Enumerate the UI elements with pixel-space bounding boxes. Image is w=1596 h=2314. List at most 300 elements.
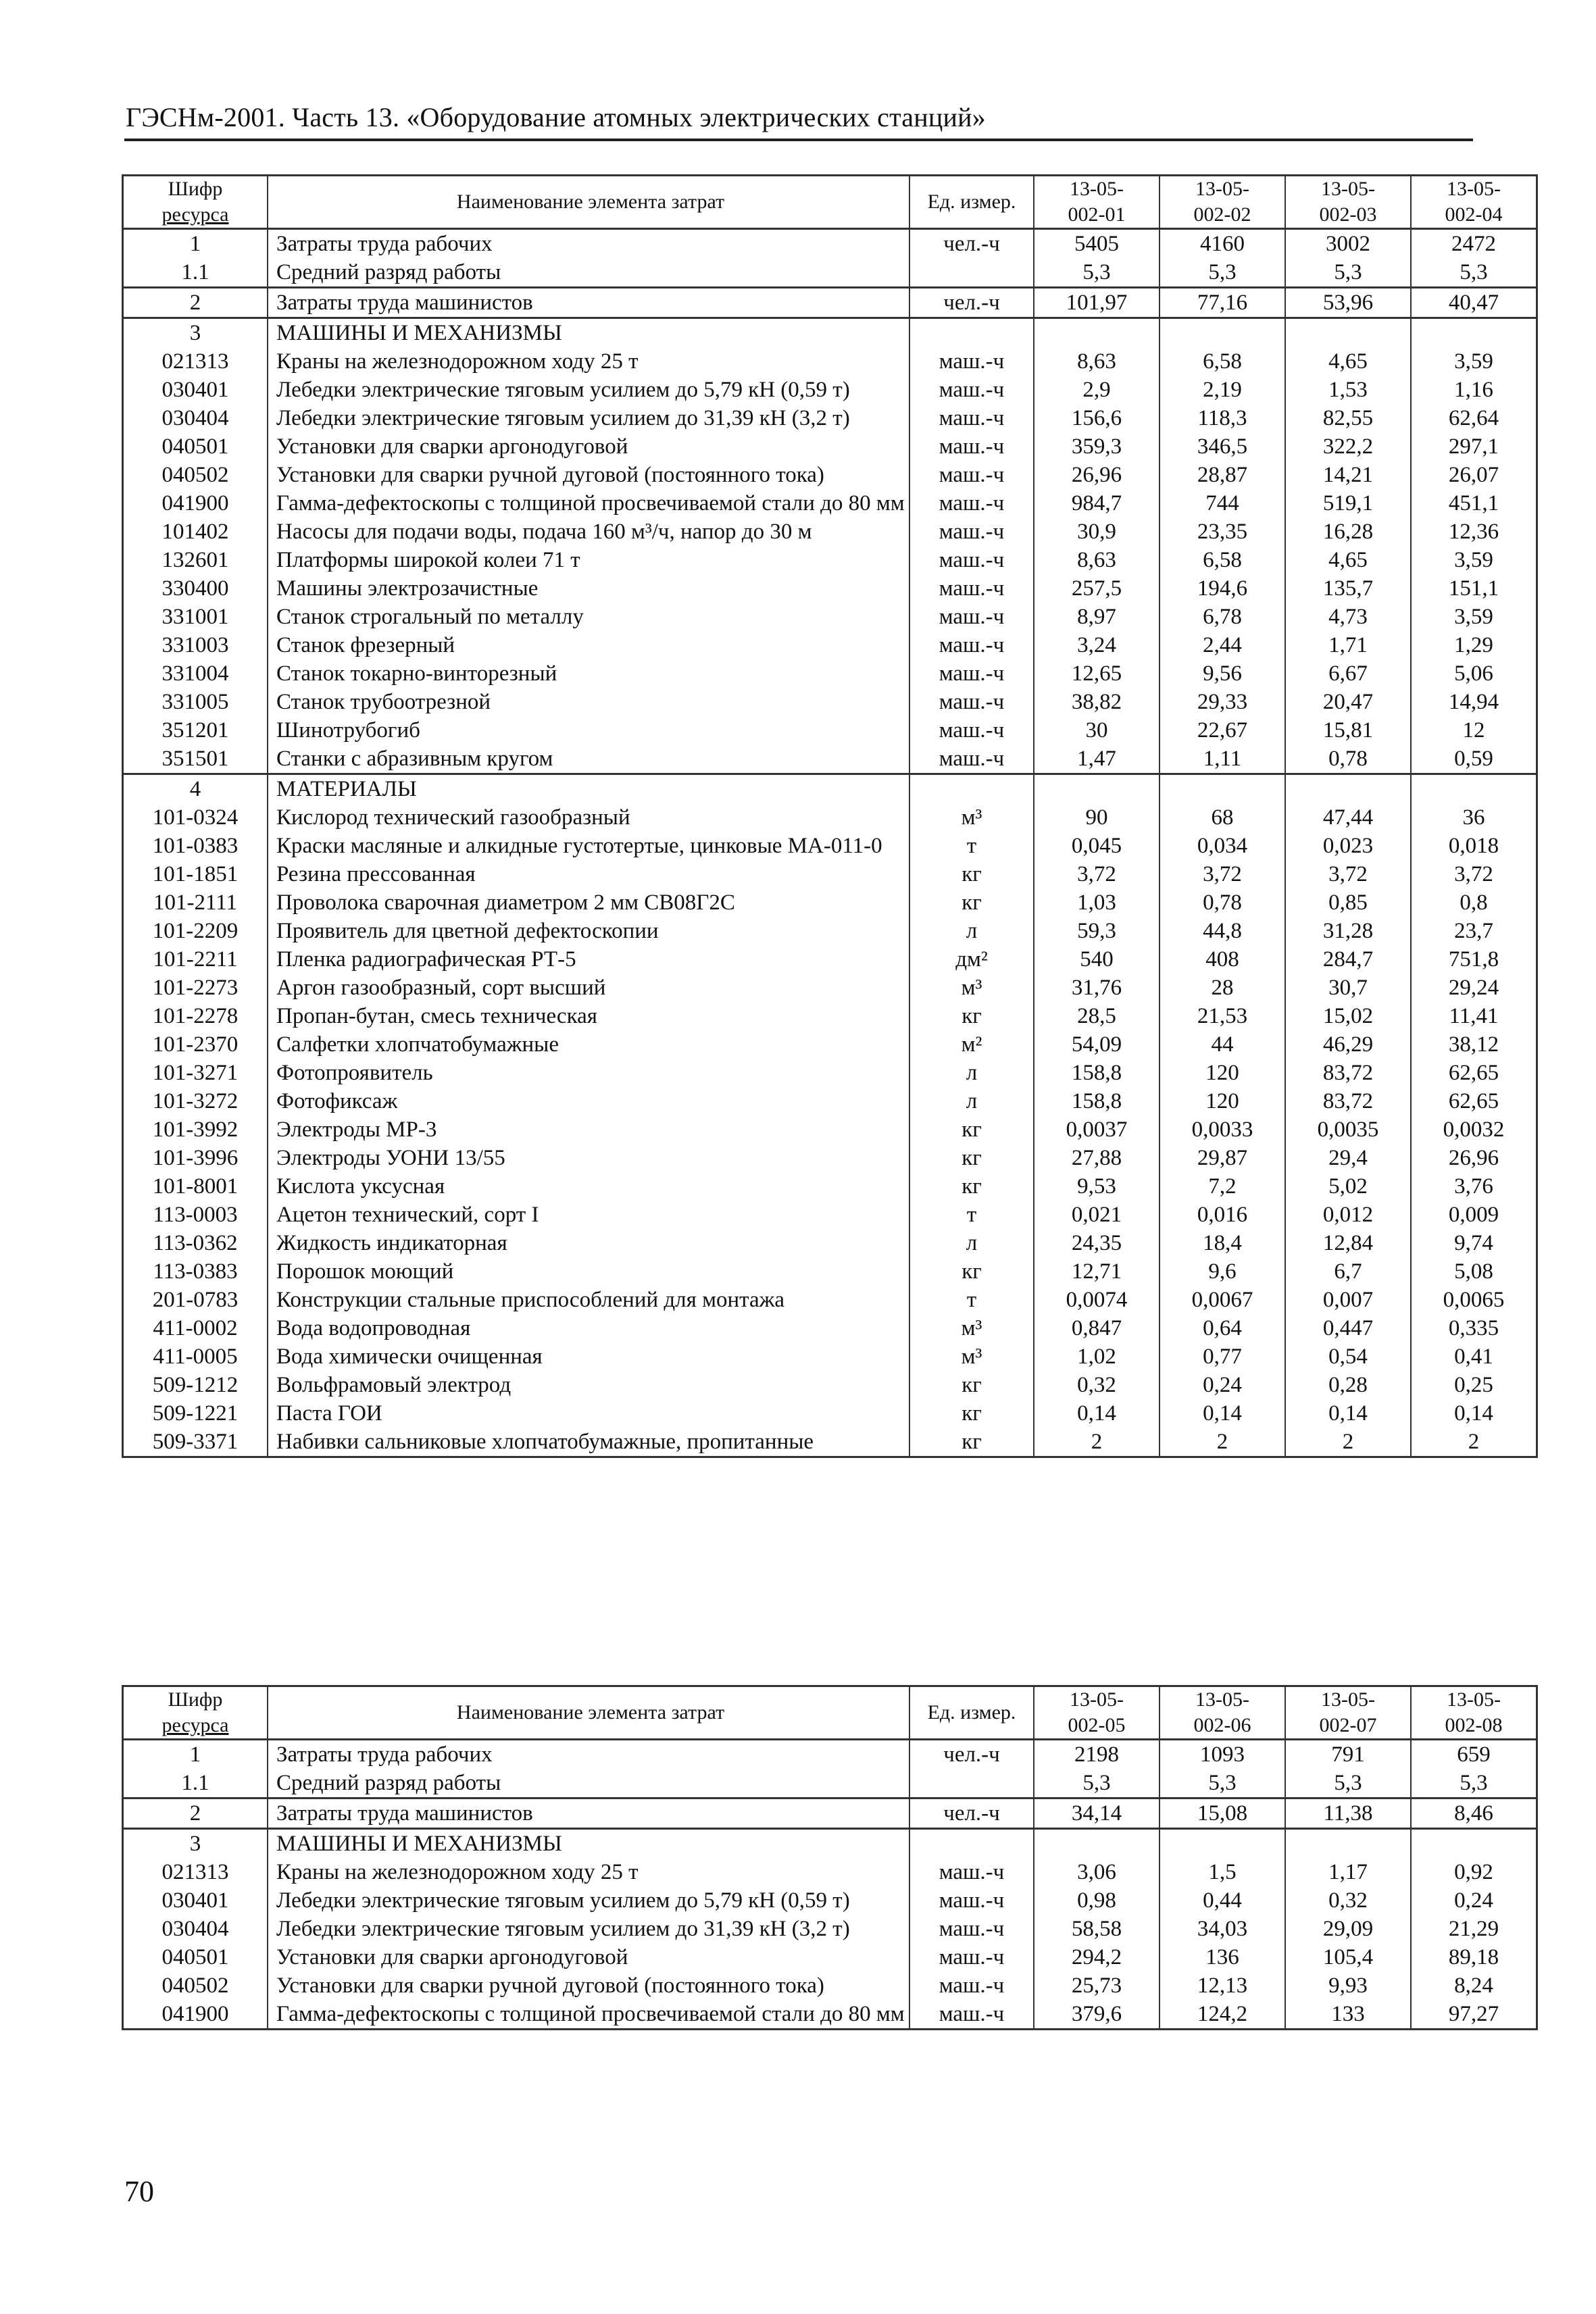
value-cell: 12,13	[1159, 1971, 1285, 2000]
cost-element-name: Установки для сварки аргонодуговой	[268, 432, 909, 461]
resource-code: 2	[123, 1799, 268, 1829]
value-cell: 5,3	[1159, 258, 1285, 288]
value-cell: 26,96	[1411, 1144, 1537, 1172]
cost-element-name: Установки для сварки аргонодуговой	[268, 1943, 909, 1971]
resource-code: 030404	[123, 1915, 268, 1943]
unit: маш.-ч	[909, 432, 1034, 461]
cost-element-name: Средний разряд работы	[268, 1769, 909, 1799]
value-cell: 0,0033	[1159, 1115, 1285, 1144]
resource-code: 1.1	[123, 258, 268, 288]
table-row	[123, 974, 1537, 1002]
value-cell	[1034, 774, 1159, 804]
header-col-line2: 002-07	[1319, 1714, 1377, 1736]
header-col-line2: 002-08	[1445, 1714, 1503, 1736]
value-cell: 11,41	[1411, 1002, 1537, 1030]
header-col-line1: 13-05-	[1195, 1688, 1249, 1711]
cost-element-name: Вода химически очищенная	[268, 1342, 909, 1371]
value-cell: 151,1	[1411, 574, 1537, 603]
value-cell: 62,64	[1411, 404, 1537, 432]
unit: маш.-ч	[909, 1858, 1034, 1886]
value-cell: 0,0035	[1285, 1115, 1411, 1144]
value-cell: 0,77	[1159, 1342, 1285, 1371]
unit: маш.-ч	[909, 376, 1034, 404]
value-cell: 9,6	[1159, 1257, 1285, 1286]
value-cell: 120	[1159, 1087, 1285, 1115]
value-cell: 3,72	[1285, 860, 1411, 888]
value-cell: 29,4	[1285, 1144, 1411, 1172]
resource-code: 101-3992	[123, 1115, 268, 1144]
value-cell: 15,08	[1159, 1799, 1285, 1829]
value-cell: 0,0067	[1159, 1286, 1285, 1314]
resource-code: 040501	[123, 1943, 268, 1971]
value-cell: 31,76	[1034, 974, 1159, 1002]
value-cell: 0,0065	[1411, 1286, 1537, 1314]
value-cell: 1,71	[1285, 631, 1411, 659]
value-cell	[1411, 318, 1537, 348]
cost-element-name: Кислород технический газообразный	[268, 803, 909, 832]
cost-element-name: Краны на железнодорожном ходу 25 т	[268, 1858, 909, 1886]
resource-code: 101-3272	[123, 1087, 268, 1115]
value-cell: 284,7	[1285, 945, 1411, 974]
unit	[909, 258, 1034, 288]
value-cell: 9,56	[1159, 659, 1285, 688]
table-row	[123, 2000, 1537, 2030]
table-row	[123, 1087, 1537, 1115]
table-row	[123, 318, 1537, 348]
cost-element-name: Фотофиксаж	[268, 1087, 909, 1115]
header-col-0	[1034, 176, 1159, 229]
value-cell: 105,4	[1285, 1943, 1411, 1971]
value-cell: 540	[1034, 945, 1159, 974]
unit	[909, 774, 1034, 804]
cost-element-name: Ацетон технический, сорт I	[268, 1201, 909, 1229]
unit: маш.-ч	[909, 688, 1034, 716]
cost-element-name: Гамма-дефектоскопы с толщиной просвечиваемой стали до 80 мм	[268, 2000, 909, 2030]
value-cell: 8,97	[1034, 603, 1159, 631]
value-cell: 294,2	[1034, 1943, 1159, 1971]
table-row	[123, 229, 1537, 259]
table-row	[123, 1144, 1537, 1172]
cost-element-name: Порошок моющий	[268, 1257, 909, 1286]
resource-code: 101-8001	[123, 1172, 268, 1201]
value-cell: 5,06	[1411, 659, 1537, 688]
value-cell: 1,11	[1159, 745, 1285, 774]
cost-element-name: Платформы широкой колеи 71 т	[268, 546, 909, 574]
resource-code: 101-2273	[123, 974, 268, 1002]
header-col-line1: 13-05-	[1321, 178, 1375, 200]
value-cell: 346,5	[1159, 432, 1285, 461]
unit: маш.-ч	[909, 603, 1034, 631]
value-cell: 3,72	[1411, 860, 1537, 888]
cost-element-name: Станок строгальный по металлу	[268, 603, 909, 631]
cost-element-name: Резина прессованная	[268, 860, 909, 888]
value-cell: 133	[1285, 2000, 1411, 2030]
value-cell: 6,58	[1159, 347, 1285, 376]
value-cell: 0,016	[1159, 1201, 1285, 1229]
value-cell: 6,67	[1285, 659, 1411, 688]
table-row	[123, 888, 1537, 917]
value-cell: 38,12	[1411, 1030, 1537, 1059]
value-cell: 1,47	[1034, 745, 1159, 774]
value-cell: 791	[1285, 1740, 1411, 1769]
unit: т	[909, 1286, 1034, 1314]
value-cell: 3,59	[1411, 603, 1537, 631]
unit: л	[909, 1059, 1034, 1087]
header-col-line1: 13-05-	[1321, 1688, 1375, 1711]
resource-code: 113-0362	[123, 1229, 268, 1257]
resource-code: 101-3271	[123, 1059, 268, 1087]
value-cell: 4,65	[1285, 347, 1411, 376]
unit: л	[909, 1087, 1034, 1115]
header-col-line1: 13-05-	[1447, 178, 1501, 200]
cost-element-name: Аргон газообразный, сорт высший	[268, 974, 909, 1002]
unit: кг	[909, 1172, 1034, 1201]
cost-element-name: Лебедки электрические тяговым усилием до 31,39 кН (3,2 т)	[268, 1915, 909, 1943]
resource-code: 041900	[123, 489, 268, 518]
value-cell: 89,18	[1411, 1943, 1537, 1971]
resource-code: 4	[123, 774, 268, 804]
header-code-line2: ресурса	[161, 1714, 229, 1736]
resource-code: 041900	[123, 2000, 268, 2030]
table-row	[123, 1886, 1537, 1915]
value-cell	[1285, 774, 1411, 804]
unit: кг	[909, 1002, 1034, 1030]
header-unit: Ед. измер.	[909, 1686, 1034, 1740]
value-cell: 18,4	[1159, 1229, 1285, 1257]
value-cell: 6,7	[1285, 1257, 1411, 1286]
unit: маш.-ч	[909, 716, 1034, 745]
table-row	[123, 347, 1537, 376]
table-row	[123, 432, 1537, 461]
cost-element-name: Краски масляные и алкидные густотертые, цинковые МА-011-0	[268, 832, 909, 860]
unit: маш.-ч	[909, 518, 1034, 546]
cost-element-name: Набивки сальниковые хлопчатобумажные, пропитанные	[268, 1428, 909, 1457]
cost-element-name: МАШИНЫ И МЕХАНИЗМЫ	[268, 1829, 909, 1859]
resource-code: 411-0005	[123, 1342, 268, 1371]
value-cell: 0,78	[1285, 745, 1411, 774]
value-cell: 5,08	[1411, 1257, 1537, 1286]
table-row	[123, 1229, 1537, 1257]
table-row	[123, 404, 1537, 432]
unit: маш.-ч	[909, 1886, 1034, 1915]
cost-element-name: Фотопроявитель	[268, 1059, 909, 1087]
value-cell: 0,847	[1034, 1314, 1159, 1342]
unit: маш.-ч	[909, 2000, 1034, 2030]
value-cell: 9,53	[1034, 1172, 1159, 1201]
cost-element-name: Вода водопроводная	[268, 1314, 909, 1342]
table-row	[123, 546, 1537, 574]
table-row	[123, 1769, 1537, 1799]
cost-element-name: Шинотрубогиб	[268, 716, 909, 745]
cost-element-name: Затраты труда машинистов	[268, 288, 909, 318]
value-cell: 5,3	[1159, 1769, 1285, 1799]
header-code-line1: Шифр	[168, 178, 223, 200]
value-cell: 3,72	[1034, 860, 1159, 888]
value-cell: 12,65	[1034, 659, 1159, 688]
value-cell: 77,16	[1159, 288, 1285, 318]
cost-element-name: МАТЕРИАЛЫ	[268, 774, 909, 804]
value-cell: 14,94	[1411, 688, 1537, 716]
value-cell: 0,64	[1159, 1314, 1285, 1342]
value-cell: 158,8	[1034, 1059, 1159, 1087]
value-cell: 659	[1411, 1740, 1537, 1769]
value-cell: 0,25	[1411, 1371, 1537, 1399]
value-cell: 5,3	[1034, 1769, 1159, 1799]
resource-code: 040502	[123, 1971, 268, 2000]
value-cell: 5,3	[1285, 1769, 1411, 1799]
value-cell: 3,59	[1411, 347, 1537, 376]
value-cell: 30	[1034, 716, 1159, 745]
table-row	[123, 688, 1537, 716]
value-cell: 0,023	[1285, 832, 1411, 860]
value-cell: 11,38	[1285, 1799, 1411, 1829]
value-cell: 0,045	[1034, 832, 1159, 860]
value-cell: 28,5	[1034, 1002, 1159, 1030]
unit: кг	[909, 1144, 1034, 1172]
value-cell: 0,447	[1285, 1314, 1411, 1342]
unit: кг	[909, 1115, 1034, 1144]
value-cell: 0,98	[1034, 1886, 1159, 1915]
header-col-3	[1411, 176, 1537, 229]
table-row	[123, 1799, 1537, 1829]
header-code	[123, 1686, 268, 1740]
header-name: Наименование элемента затрат	[268, 176, 909, 229]
table-row	[123, 659, 1537, 688]
value-cell: 0,0074	[1034, 1286, 1159, 1314]
value-cell: 0,28	[1285, 1371, 1411, 1399]
cost-element-name: Станок токарно-винторезный	[268, 659, 909, 688]
value-cell: 0,335	[1411, 1314, 1537, 1342]
value-cell: 5405	[1034, 229, 1159, 259]
table-row	[123, 832, 1537, 860]
unit: чел.-ч	[909, 229, 1034, 259]
value-cell: 30,9	[1034, 518, 1159, 546]
value-cell: 0,034	[1159, 832, 1285, 860]
resource-code: 331005	[123, 688, 268, 716]
resource-code: 201-0783	[123, 1286, 268, 1314]
resource-code: 040502	[123, 461, 268, 489]
value-cell: 30,7	[1285, 974, 1411, 1002]
value-cell: 0,85	[1285, 888, 1411, 917]
value-cell: 22,67	[1159, 716, 1285, 745]
resource-code: 1	[123, 229, 268, 259]
cost-element-name: Установки для сварки ручной дуговой (постоянного тока)	[268, 461, 909, 489]
value-cell: 1,5	[1159, 1858, 1285, 1886]
value-cell: 53,96	[1285, 288, 1411, 318]
cost-element-name: Лебедки электрические тяговым усилием до 5,79 кН (0,59 т)	[268, 376, 909, 404]
resource-code: 101-2209	[123, 917, 268, 945]
value-cell: 28,87	[1159, 461, 1285, 489]
table-row	[123, 803, 1537, 832]
unit: маш.-ч	[909, 1943, 1034, 1971]
resource-code: 101-0324	[123, 803, 268, 832]
value-cell: 1,02	[1034, 1342, 1159, 1371]
value-cell: 44	[1159, 1030, 1285, 1059]
value-cell: 23,7	[1411, 917, 1537, 945]
value-cell: 26,96	[1034, 461, 1159, 489]
cost-element-name: Средний разряд работы	[268, 258, 909, 288]
value-cell: 2472	[1411, 229, 1537, 259]
unit: маш.-ч	[909, 347, 1034, 376]
table-row	[123, 603, 1537, 631]
table-row	[123, 574, 1537, 603]
cost-element-name: Затраты труда рабочих	[268, 1740, 909, 1769]
value-cell: 3,06	[1034, 1858, 1159, 1886]
value-cell: 1,17	[1285, 1858, 1411, 1886]
resource-code: 101-2111	[123, 888, 268, 917]
value-cell: 12	[1411, 716, 1537, 745]
value-cell: 21,29	[1411, 1915, 1537, 1943]
value-cell: 14,21	[1285, 461, 1411, 489]
cost-element-name: Салфетки хлопчатобумажные	[268, 1030, 909, 1059]
value-cell: 7,2	[1159, 1172, 1285, 1201]
value-cell: 29,24	[1411, 974, 1537, 1002]
value-cell: 5,3	[1285, 258, 1411, 288]
value-cell: 194,6	[1159, 574, 1285, 603]
value-cell: 0,018	[1411, 832, 1537, 860]
resource-code: 509-3371	[123, 1428, 268, 1457]
table-row	[123, 1030, 1537, 1059]
table-row	[123, 745, 1537, 774]
value-cell	[1034, 1829, 1159, 1859]
value-cell: 0,0032	[1411, 1115, 1537, 1144]
header-col-line1: 13-05-	[1447, 1688, 1501, 1711]
table-row	[123, 1740, 1537, 1769]
resource-code: 3	[123, 1829, 268, 1859]
header-code	[123, 176, 268, 229]
unit: маш.-ч	[909, 574, 1034, 603]
value-cell: 322,2	[1285, 432, 1411, 461]
value-cell: 29,87	[1159, 1144, 1285, 1172]
value-cell: 0,32	[1034, 1371, 1159, 1399]
value-cell: 1093	[1159, 1740, 1285, 1769]
unit: маш.-ч	[909, 659, 1034, 688]
value-cell: 3,59	[1411, 546, 1537, 574]
cost-element-name: Лебедки электрические тяговым усилием до 5,79 кН (0,59 т)	[268, 1886, 909, 1915]
table-row	[123, 716, 1537, 745]
value-cell: 135,7	[1285, 574, 1411, 603]
header-name: Наименование элемента затрат	[268, 1686, 909, 1740]
value-cell: 1,29	[1411, 631, 1537, 659]
value-cell: 519,1	[1285, 489, 1411, 518]
unit: т	[909, 832, 1034, 860]
value-cell: 5,02	[1285, 1172, 1411, 1201]
unit: кг	[909, 1371, 1034, 1399]
value-cell: 9,93	[1285, 1971, 1411, 2000]
header-col-0	[1034, 1686, 1159, 1740]
resource-code: 2	[123, 288, 268, 318]
value-cell: 0,44	[1159, 1886, 1285, 1915]
unit: маш.-ч	[909, 404, 1034, 432]
resource-code: 101-1851	[123, 860, 268, 888]
unit: маш.-ч	[909, 1915, 1034, 1943]
value-cell: 82,55	[1285, 404, 1411, 432]
table-header-row	[123, 176, 1537, 229]
value-cell: 1,03	[1034, 888, 1159, 917]
value-cell: 44,8	[1159, 917, 1285, 945]
unit: м³	[909, 1342, 1034, 1371]
value-cell: 3,76	[1411, 1172, 1537, 1201]
table-row	[123, 631, 1537, 659]
value-cell: 20,47	[1285, 688, 1411, 716]
value-cell	[1034, 318, 1159, 348]
resource-code: 330400	[123, 574, 268, 603]
value-cell: 31,28	[1285, 917, 1411, 945]
resource-code: 030404	[123, 404, 268, 432]
value-cell: 0,78	[1159, 888, 1285, 917]
value-cell: 984,7	[1034, 489, 1159, 518]
value-cell: 34,03	[1159, 1915, 1285, 1943]
resource-code: 509-1221	[123, 1399, 268, 1428]
value-cell: 25,73	[1034, 1971, 1159, 2000]
cost-element-name: Затраты труда машинистов	[268, 1799, 909, 1829]
value-cell: 8,63	[1034, 546, 1159, 574]
value-cell: 0,14	[1034, 1399, 1159, 1428]
unit: кг	[909, 888, 1034, 917]
value-cell: 40,47	[1411, 288, 1537, 318]
unit	[909, 1829, 1034, 1859]
value-cell: 2	[1285, 1428, 1411, 1457]
unit: маш.-ч	[909, 631, 1034, 659]
table-row	[123, 1371, 1537, 1399]
cost-element-name: Затраты труда рабочих	[268, 229, 909, 259]
table-row	[123, 288, 1537, 318]
value-cell: 90	[1034, 803, 1159, 832]
value-cell: 2,9	[1034, 376, 1159, 404]
value-cell: 2	[1411, 1428, 1537, 1457]
header-col-line2: 002-04	[1445, 203, 1503, 226]
value-cell: 62,65	[1411, 1087, 1537, 1115]
value-cell: 0,41	[1411, 1342, 1537, 1371]
value-cell: 158,8	[1034, 1087, 1159, 1115]
value-cell: 54,09	[1034, 1030, 1159, 1059]
value-cell: 120	[1159, 1059, 1285, 1087]
value-cell: 3,24	[1034, 631, 1159, 659]
unit: кг	[909, 1257, 1034, 1286]
value-cell: 21,53	[1159, 1002, 1285, 1030]
cost-element-name: Гамма-дефектоскопы с толщиной просвечиваемой стали до 80 мм	[268, 489, 909, 518]
value-cell: 0,92	[1411, 1858, 1537, 1886]
value-cell: 0,32	[1285, 1886, 1411, 1915]
resource-code: 030401	[123, 1886, 268, 1915]
value-cell: 47,44	[1285, 803, 1411, 832]
table-row	[123, 1858, 1537, 1886]
value-cell: 97,27	[1411, 2000, 1537, 2030]
table-row	[123, 461, 1537, 489]
value-cell: 62,65	[1411, 1059, 1537, 1087]
header-col-line2: 002-05	[1068, 1714, 1126, 1736]
value-cell: 23,35	[1159, 518, 1285, 546]
resource-code: 113-0003	[123, 1201, 268, 1229]
resource-code: 101-2278	[123, 1002, 268, 1030]
value-cell: 16,28	[1285, 518, 1411, 546]
table-row	[123, 1002, 1537, 1030]
header-col-1	[1159, 176, 1285, 229]
table-row	[123, 489, 1537, 518]
cost-element-name: Конструкции стальные приспособлений для монтажа	[268, 1286, 909, 1314]
value-cell: 0,14	[1159, 1399, 1285, 1428]
value-cell: 0,8	[1411, 888, 1537, 917]
value-cell: 29,09	[1285, 1915, 1411, 1943]
table-row	[123, 1943, 1537, 1971]
cost-element-name: Пленка радиографическая РТ-5	[268, 945, 909, 974]
table-row	[123, 945, 1537, 974]
value-cell: 2	[1159, 1428, 1285, 1457]
header-unit: Ед. измер.	[909, 176, 1034, 229]
cost-element-name: Жидкость индикаторная	[268, 1229, 909, 1257]
value-cell: 408	[1159, 945, 1285, 974]
cost-element-name: Станок трубоотрезной	[268, 688, 909, 716]
